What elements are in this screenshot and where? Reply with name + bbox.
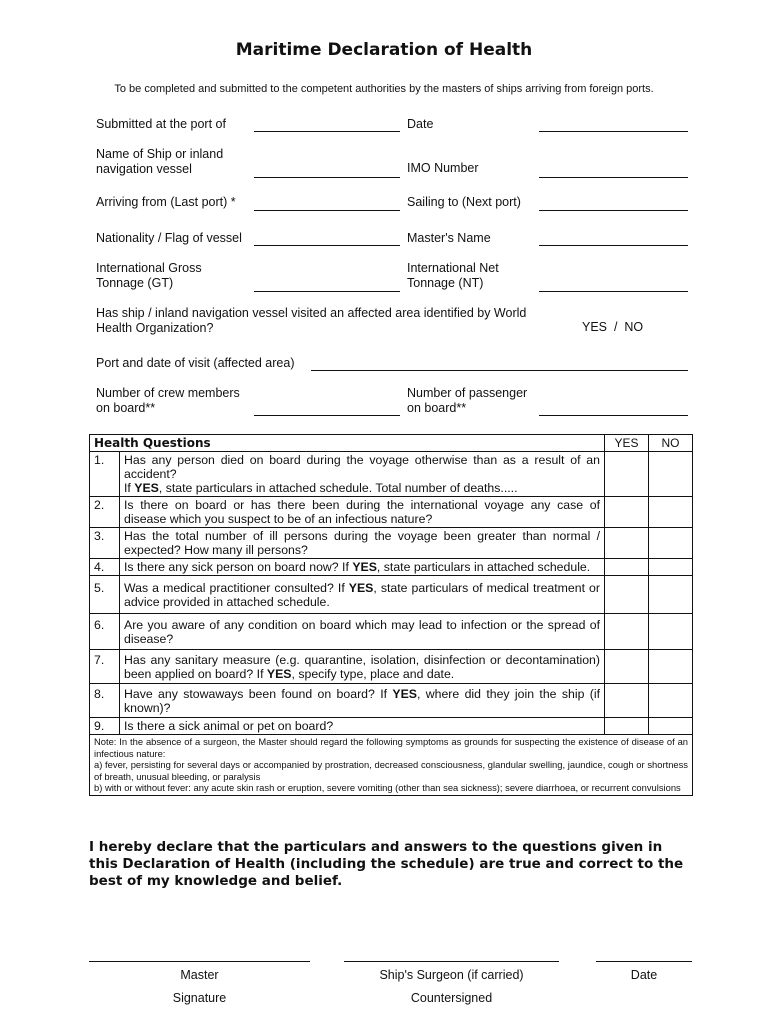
gross-tonnage-label-line1: International Gross xyxy=(96,261,202,275)
question-text-bold: YES xyxy=(392,687,417,701)
question-text: Is there a sick animal or pet on board? xyxy=(120,718,605,735)
question-number: 8. xyxy=(90,684,120,718)
question-text-part: , specify type, place and date. xyxy=(291,667,455,681)
answer-no-cell[interactable] xyxy=(649,528,693,559)
question-text-part: , state particulars of medical treatment or advice provided in attached schedule. xyxy=(124,581,600,609)
question-number: 6. xyxy=(90,614,120,650)
answer-yes-cell[interactable] xyxy=(605,497,649,528)
answer-no-cell[interactable] xyxy=(649,559,693,576)
answer-no-cell[interactable] xyxy=(649,718,693,735)
table-row xyxy=(90,452,693,497)
page-title: Maritime Declaration of Health xyxy=(235,40,533,60)
question-text: Is there on board or has there been during the international voyage any case of disease which you suspect to be of an infectious nature? xyxy=(120,497,605,528)
question-text-part: Has any sanitary measure (e.g. quarantine, isolation, disinfection or decontamination) been applied on board? If xyxy=(124,653,600,681)
table-note-row xyxy=(90,735,693,796)
answer-no-cell[interactable] xyxy=(649,614,693,650)
answer-no-cell[interactable] xyxy=(649,576,693,614)
net-tonnage-label xyxy=(407,261,499,291)
answer-yes-cell[interactable] xyxy=(605,650,649,684)
affected-area-line2: Health Organization? xyxy=(96,321,214,335)
imo-label: IMO Number xyxy=(407,161,479,175)
health-questions-table xyxy=(89,434,693,796)
table-row xyxy=(90,718,693,735)
ship-name-label-line1: Name of Ship or inland xyxy=(96,147,224,161)
intro-text: To be completed and submitted to the competent authorities by the masters of ships arriving from foreign ports. xyxy=(114,83,654,95)
master-name-label: Master's Name xyxy=(407,231,491,245)
passenger-label xyxy=(407,386,527,416)
question-text xyxy=(120,684,605,718)
question-number: 1. xyxy=(90,452,120,497)
date-caption: Date xyxy=(630,968,658,982)
gross-tonnage-label-line2: Tonnage (GT) xyxy=(96,276,174,290)
question-text-bold: YES xyxy=(352,560,377,574)
answer-no-cell[interactable] xyxy=(649,650,693,684)
answer-no-cell[interactable] xyxy=(649,497,693,528)
sailing-label: Sailing to (Next port) xyxy=(407,195,521,209)
answer-yes-cell[interactable] xyxy=(605,718,649,735)
symptoms-note xyxy=(90,735,693,796)
answer-no-cell[interactable] xyxy=(649,452,693,497)
master-caption: Master xyxy=(180,968,219,982)
question-text xyxy=(120,650,605,684)
nationality-label: Nationality / Flag of vessel xyxy=(96,231,242,245)
answer-yes-cell[interactable] xyxy=(605,576,649,614)
question-number: 9. xyxy=(90,718,120,735)
affected-area-question xyxy=(96,306,546,336)
countersigned-caption: Countersigned xyxy=(410,991,493,1005)
health-questions-header: Health Questions xyxy=(90,435,605,452)
table-header-row xyxy=(90,435,693,452)
visit-label: Port and date of visit (affected area) xyxy=(96,356,295,370)
imo-field[interactable] xyxy=(539,177,688,178)
question-text-part: Has any person died on board during the voyage otherwise than as a result of an accident? xyxy=(124,453,600,481)
question-text-bold: YES xyxy=(348,581,374,595)
answer-no-cell[interactable] xyxy=(649,684,693,718)
visit-field[interactable] xyxy=(311,370,688,371)
ship-name-field[interactable] xyxy=(254,177,400,178)
answer-yes-cell[interactable] xyxy=(605,528,649,559)
question-text-bold: YES xyxy=(266,667,292,681)
answer-yes-cell[interactable] xyxy=(605,684,649,718)
declaration-text: I hereby declare that the particulars and answers to the questions given in this Declaration of Health (including the schedule) are true and correct to the best of my knowledge and belief. xyxy=(89,839,684,889)
question-text: Has the total number of ill persons during the voyage been greater than normal / expected? How many ill persons? xyxy=(120,528,605,559)
question-text-part: If xyxy=(124,481,135,495)
question-text: Are you aware of any condition on board which may lead to infection or the spread of disease? xyxy=(120,614,605,650)
answer-yes-cell[interactable] xyxy=(605,452,649,497)
passenger-label-line1: Number of passenger xyxy=(407,386,528,400)
passenger-field[interactable] xyxy=(539,415,688,416)
net-tonnage-label-line2: Tonnage (NT) xyxy=(407,276,484,290)
question-text xyxy=(120,452,605,497)
port-label: Submitted at the port of xyxy=(96,117,226,131)
table-row xyxy=(90,576,693,614)
table-row xyxy=(90,497,693,528)
affected-area-line1: Has ship / inland navigation vessel visited an affected area identified by World xyxy=(96,306,527,320)
master-name-field[interactable] xyxy=(539,245,688,246)
question-text-part: Was a medical practitioner consulted? If xyxy=(124,581,349,595)
question-number: 7. xyxy=(90,650,120,684)
yes-no-choice[interactable]: YES / NO xyxy=(582,320,644,334)
question-number: 3. xyxy=(90,528,120,559)
date-field[interactable] xyxy=(539,131,688,132)
signature-date-line[interactable] xyxy=(596,961,692,962)
note-item-a: a) fever, persisting for several days or accompanied by prostration, decreased consciousness, glandular swelling, jaundice, cough or shortness of breath, unusual bleeding, or paralysis xyxy=(94,759,688,782)
question-text xyxy=(120,576,605,614)
yes-column-header: YES xyxy=(605,435,649,452)
crew-label xyxy=(96,386,240,416)
table-row xyxy=(90,684,693,718)
net-tonnage-label-line1: International Net xyxy=(407,261,499,275)
question-text-part: , state particulars in attached schedule. xyxy=(376,560,591,574)
note-intro: Note: In the absence of a surgeon, the Master should regard the following symptoms as grounds for suspecting the existence of disease of an infectious nature: xyxy=(94,736,688,759)
surgeon-signature-line[interactable] xyxy=(344,961,559,962)
passenger-label-line2: on board** xyxy=(407,401,467,415)
question-text-part: Have any stowaways been found on board? If xyxy=(124,687,393,701)
question-text xyxy=(120,559,605,576)
crew-field[interactable] xyxy=(254,415,400,416)
ship-name-label-line2: navigation vessel xyxy=(96,162,192,176)
question-text-part: , state particulars in attached schedule. Total number of deaths..... xyxy=(158,481,518,495)
master-signature-line[interactable] xyxy=(89,961,310,962)
arriving-label: Arriving from (Last port) * xyxy=(96,195,236,209)
signature-caption: Signature xyxy=(172,991,227,1005)
port-field[interactable] xyxy=(254,131,400,132)
no-column-header: NO xyxy=(649,435,693,452)
date-label: Date xyxy=(407,117,434,131)
question-text-part: Is there any sick person on board now? If xyxy=(124,560,353,574)
question-text-bold: YES xyxy=(134,481,159,495)
crew-label-line2: on board** xyxy=(96,401,156,415)
net-tonnage-field[interactable] xyxy=(539,291,688,292)
table-row xyxy=(90,528,693,559)
answer-yes-cell[interactable] xyxy=(605,614,649,650)
table-row xyxy=(90,614,693,650)
question-number: 5. xyxy=(90,576,120,614)
ship-name-label xyxy=(96,147,223,177)
question-number: 4. xyxy=(90,559,120,576)
nationality-field[interactable] xyxy=(254,245,400,246)
crew-label-line1: Number of crew members xyxy=(96,386,240,400)
surgeon-caption: Ship's Surgeon (if carried) xyxy=(379,968,524,982)
gross-tonnage-label xyxy=(96,261,202,291)
question-text-part: , where did they join the ship (if known)? xyxy=(124,687,601,715)
table-row xyxy=(90,559,693,576)
gross-tonnage-field[interactable] xyxy=(254,291,400,292)
answer-yes-cell[interactable] xyxy=(605,559,649,576)
question-number: 2. xyxy=(90,497,120,528)
sailing-field[interactable] xyxy=(539,210,688,211)
arriving-field[interactable] xyxy=(254,210,400,211)
table-row xyxy=(90,650,693,684)
note-item-b: b) with or without fever: any acute skin rash or eruption, severe vomiting (other than sea sickness); severe diarrhoea, or recurrent convulsions xyxy=(94,782,681,793)
